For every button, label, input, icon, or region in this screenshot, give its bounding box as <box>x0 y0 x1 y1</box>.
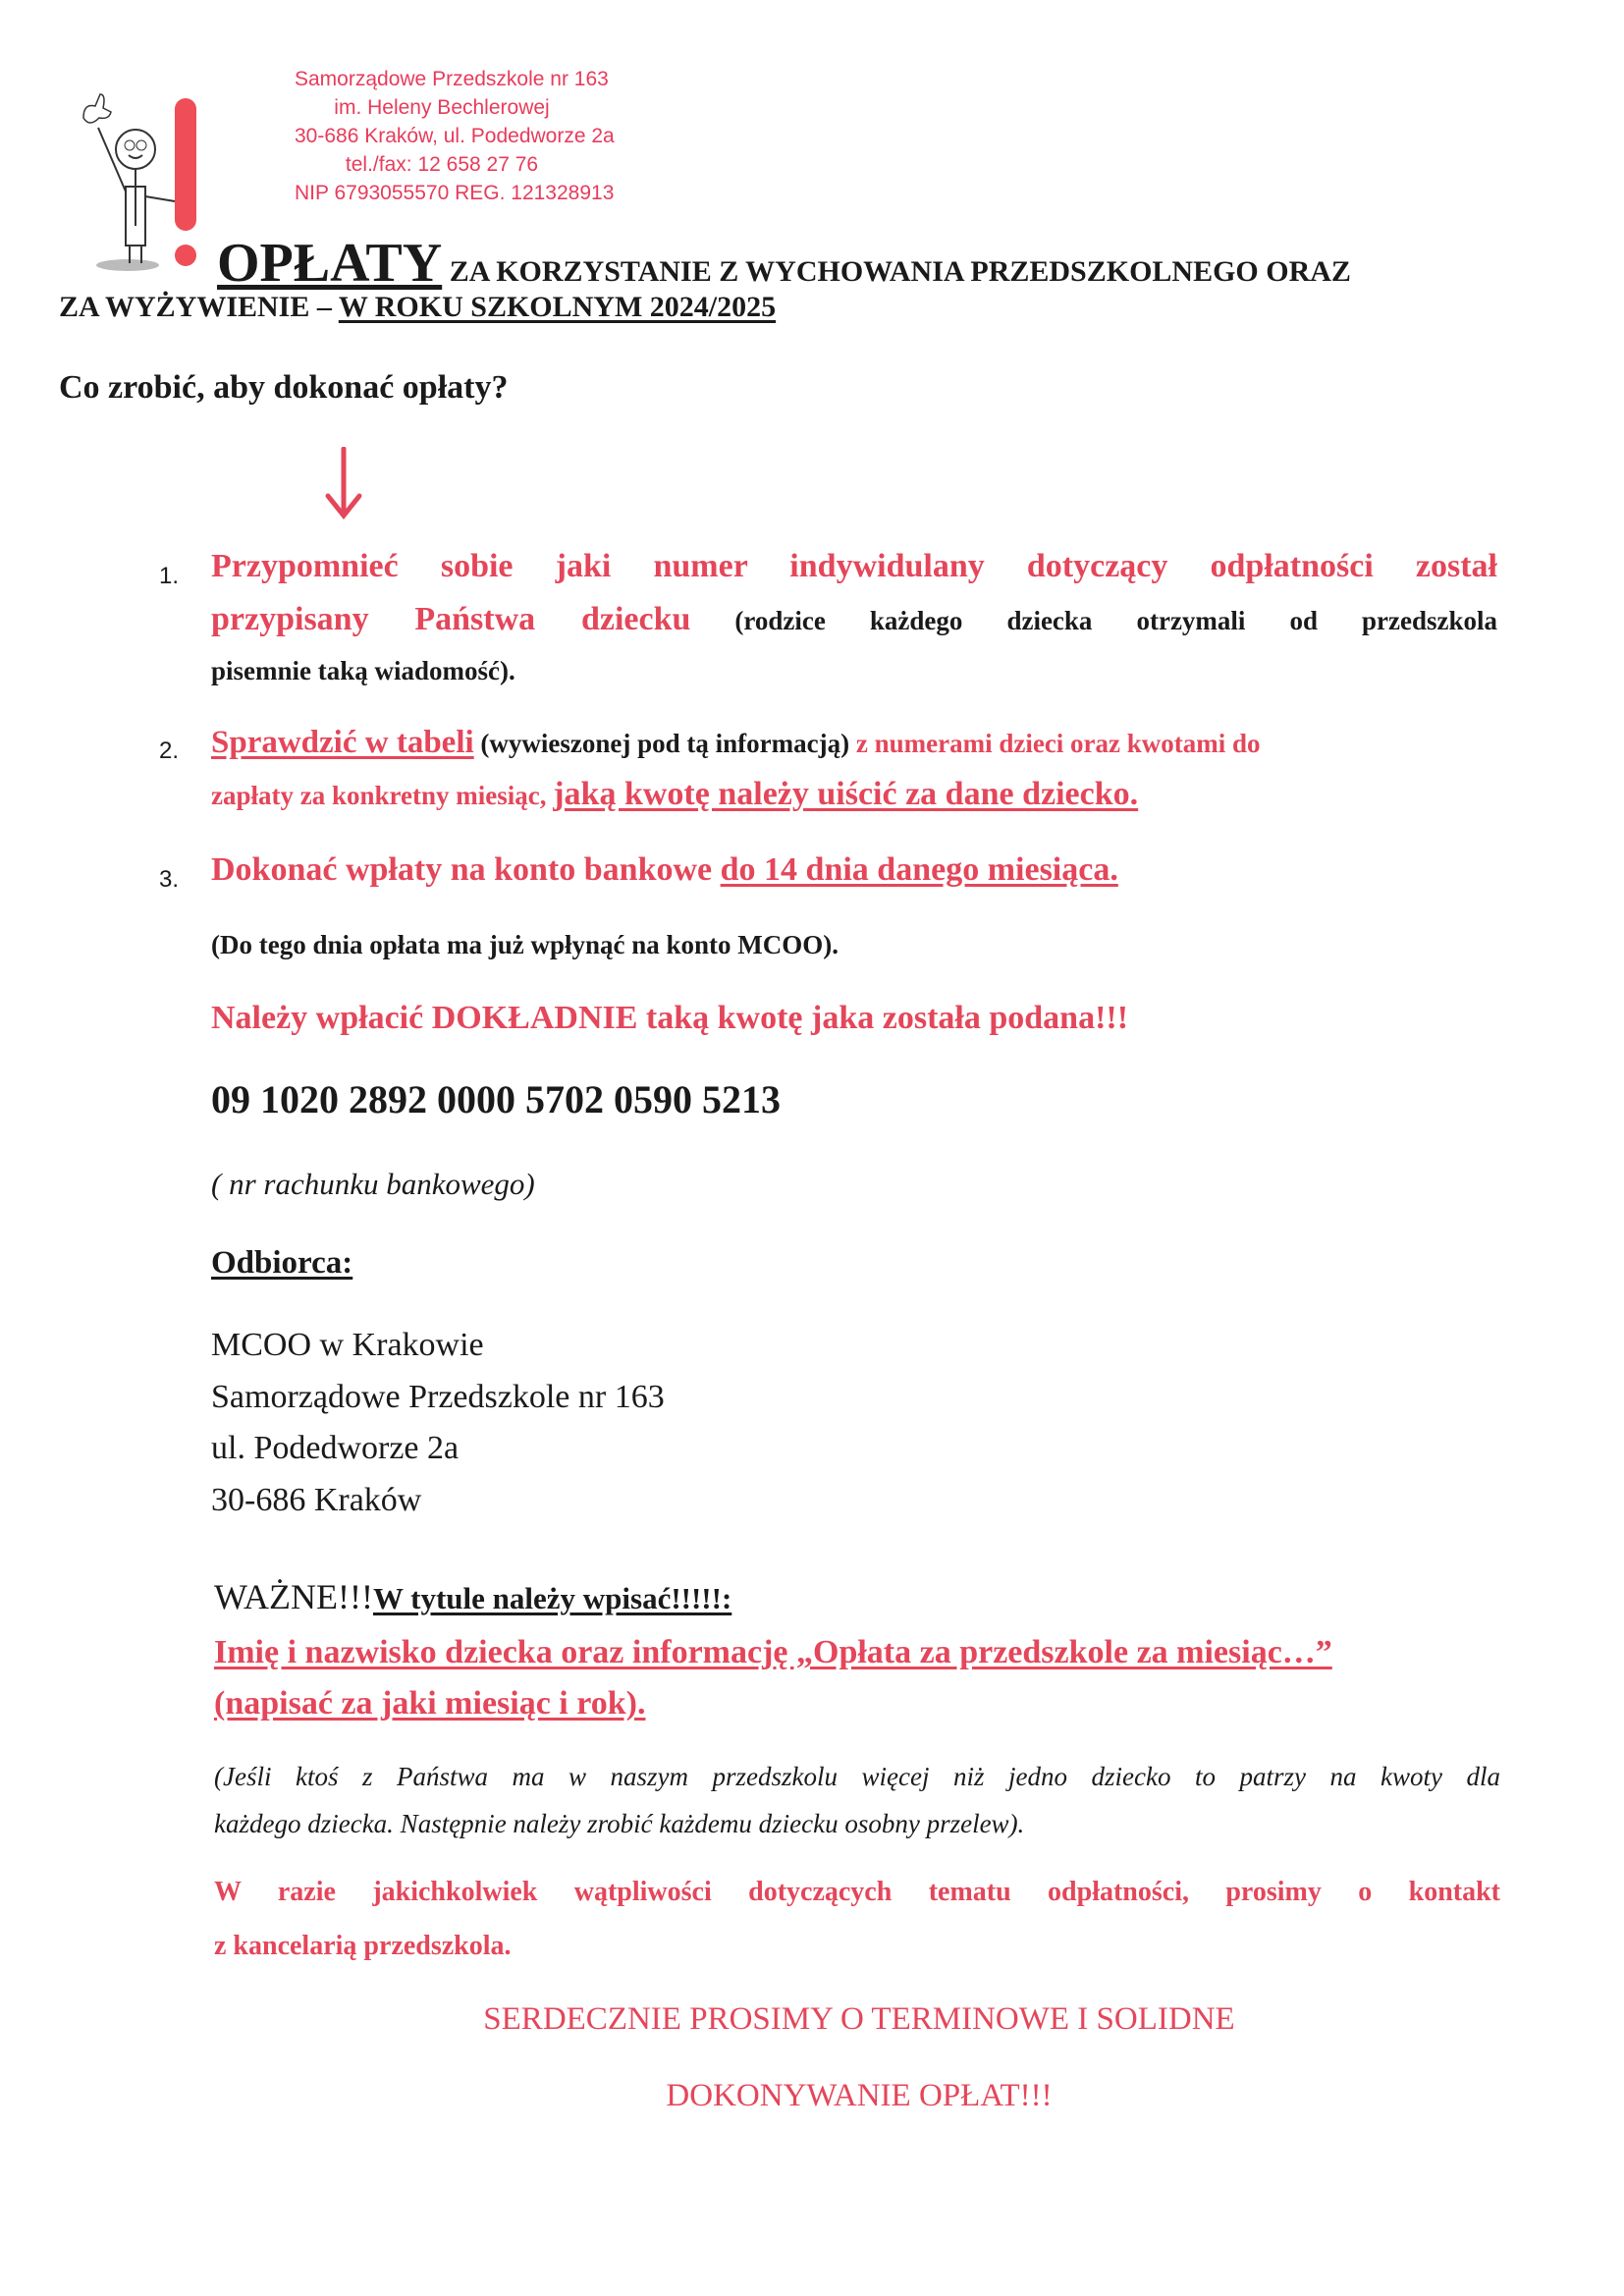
recipient-line: 30-686 Kraków <box>211 1481 422 1518</box>
important-heading <box>214 1576 731 1617</box>
title-rest: ZA KORZYSTANIE Z WYCHOWANIA PRZEDSZKOLNEGO ORAZ <box>442 255 1351 288</box>
contact-line2: z kancelarią przedszkola. <box>214 1931 512 1961</box>
school-stamp <box>295 65 615 207</box>
bank-account-number: 09 1020 2892 0000 5702 0590 5213 <box>211 1077 781 1121</box>
recipient-address <box>211 1320 665 1526</box>
stamp-school-name: Samorządowe Przedszkole nr 163 <box>295 68 609 90</box>
step1-line3: pisemnie taką wiadomość). <box>211 656 515 685</box>
step-number: 2. <box>159 738 180 764</box>
step2-note: (wywieszonej pod tą informacją) <box>473 729 850 758</box>
stamp-address: 30-686 Kraków, ul. Podedworze 2a <box>295 125 615 147</box>
note-line2: każdego dziecka. Następnie należy zrobić każdemu dziecku osobny przelew). <box>214 1809 1025 1838</box>
title-year: W ROKU SZKOLNYM 2024/2025 <box>338 291 777 323</box>
important-title-instruction: W tytule należy wpisać!!!!!: <box>372 1581 732 1615</box>
title-line2a: ZA WYŻYWIENIE – <box>59 291 339 323</box>
exact-amount-warning: Należy wpłacić DOKŁADNIE taką kwotę jaka została podana!!! <box>211 1000 1129 1036</box>
step1-line1: Przypomnieć sobie jaki numer indywidulany dotyczący odpłatności został <box>211 548 1497 584</box>
step1-line2 <box>211 601 1497 638</box>
title-line2 <box>59 291 776 324</box>
recipient-line: ul. Podedworze 2a <box>211 1430 460 1466</box>
step3-text: Dokonać wpłaty na konto bankowe <box>211 851 721 888</box>
step2-month: zapłaty za konkretny miesiąc, <box>211 781 554 810</box>
recipient-line: Samorządowe Przedszkole nr 163 <box>211 1378 665 1415</box>
step3-deadline: do 14 dnia danego miesiąca. <box>720 851 1118 888</box>
bank-account-label: ( nr rachunku bankowego) <box>211 1167 535 1201</box>
recipient-line: MCOO w Krakowie <box>211 1327 484 1363</box>
stamp-ids: NIP 6793055570 REG. 121328913 <box>295 182 615 204</box>
step2-amount: jaką kwotę należy uiścić za dane dziecko. <box>553 776 1139 812</box>
step-number: 1. <box>159 563 180 589</box>
step2-line2 <box>211 776 1138 813</box>
step2-rest: z numerami dzieci oraz kwotami do <box>849 729 1261 758</box>
title-main: OPŁATY <box>217 233 443 294</box>
step2-check-table: Sprawdzić w tabeli <box>211 725 474 760</box>
step-number: 3. <box>159 866 180 893</box>
step2-line1 <box>211 725 1497 761</box>
stamp-patron: im. Heleny Bechlerowej <box>334 96 550 119</box>
question-heading: Co zrobić, aby dokonać opłaty? <box>59 369 509 406</box>
recipient-label: Odbiorca: <box>211 1245 353 1281</box>
note-line1: (Jeśli ktoś z Państwa ma w naszym przedszkolu więcej niż jedno dziecko to patrzy na kwoty dla <box>214 1762 1500 1791</box>
contact-line1: W razie jakichkolwiek wątpliwości dotyczących tematu odpłatności, prosimy o kontakt <box>214 1877 1500 1907</box>
arrow-down-icon <box>324 447 363 525</box>
deadline-note: (Do tego dnia opłata ma już wpłynąć na konto MCOO). <box>211 930 839 959</box>
closing-line2: DOKONYWANIE OPŁAT!!! <box>666 2078 1053 2113</box>
step3-line <box>211 851 1118 889</box>
important-label: WAŻNE!!! <box>214 1577 373 1616</box>
closing-line1: SERDECZNIE PROSIMY O TERMINOWE I SOLIDNE <box>483 2001 1235 2037</box>
important-line2: (napisać za jaki miesiąc i rok). <box>214 1685 646 1722</box>
important-line1: Imię i nazwisko dziecka oraz informację „Opłata za przedszkole za miesiąc…” <box>214 1634 1332 1670</box>
step1-note: (rodzice każdego dziecka otrzymali od przedszkola <box>690 606 1497 635</box>
stamp-phone: tel./fax: 12 658 27 76 <box>345 153 539 176</box>
mascot-logo <box>69 88 206 275</box>
step1-highlight: przypisany Państwa dziecku <box>211 601 691 637</box>
page-title <box>217 232 1351 295</box>
